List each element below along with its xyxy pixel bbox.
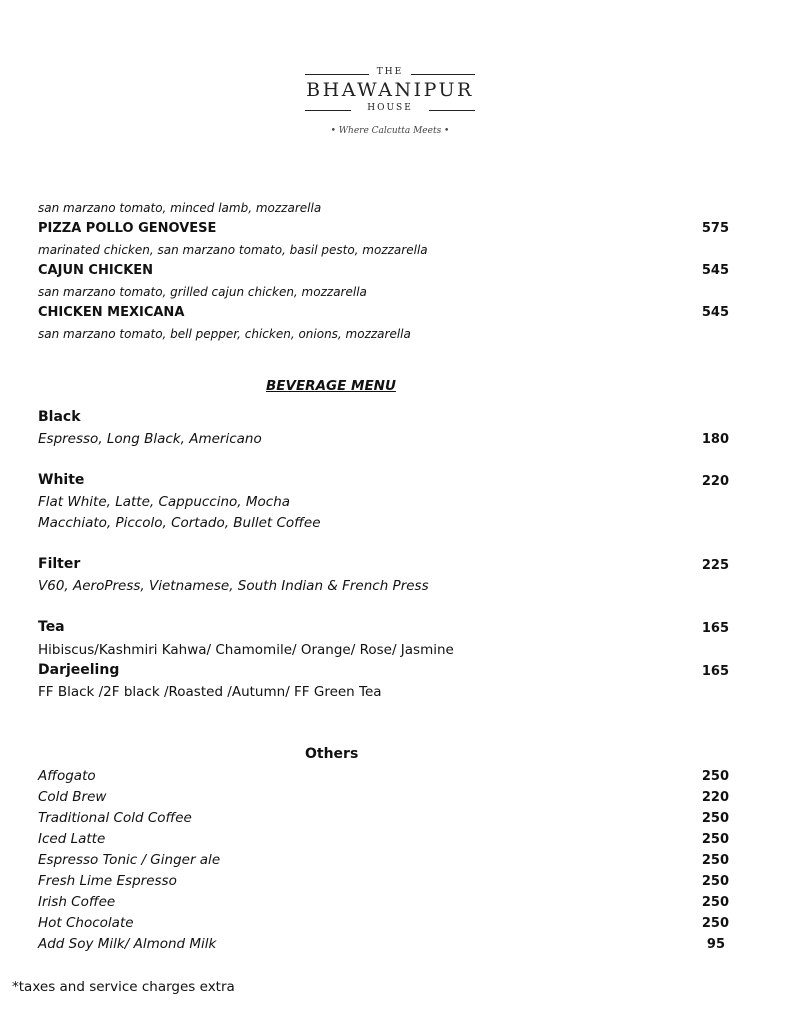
beverage-filter-description: V60, AeroPress, Vietnamese, South Indian & French Press bbox=[38, 578, 429, 594]
others-item-price: 250 bbox=[701, 916, 729, 931]
others-heading: Others bbox=[305, 746, 359, 762]
pizza-item-price: 575 bbox=[701, 221, 729, 236]
pizza-item-price: 545 bbox=[701, 263, 729, 278]
others-item-name: Traditional Cold Coffee bbox=[38, 810, 192, 826]
others-item-price: 250 bbox=[701, 874, 729, 889]
beverage-tea-description: Hibiscus/Kashmiri Kahwa/ Chamomile/ Orange/ Rose/ Jasmine bbox=[38, 642, 454, 658]
others-item-name: Irish Coffee bbox=[38, 894, 116, 910]
pizza-item-name: CHICKEN MEXICANA bbox=[38, 305, 185, 320]
beverage-black-description: Espresso, Long Black, Americano bbox=[38, 431, 262, 447]
pizza-item-description: san marzano tomato, bell pepper, chicken, onions, mozzarella bbox=[38, 327, 411, 341]
logo-tagline: • Where Calcutta Meets • bbox=[330, 126, 450, 136]
beverage-tea-price: 165 bbox=[701, 621, 729, 636]
beverage-category-filter: Filter bbox=[38, 556, 81, 572]
others-item-name: Iced Latte bbox=[38, 831, 106, 847]
others-item-price: 250 bbox=[701, 853, 729, 868]
footer-note: *taxes and service charges extra bbox=[12, 979, 235, 995]
others-item-name: Cold Brew bbox=[38, 789, 107, 805]
others-item-price: 220 bbox=[701, 790, 729, 805]
beverage-filter-price: 225 bbox=[701, 558, 729, 573]
beverage-white-price: 220 bbox=[701, 474, 729, 489]
beverage-white-description: Macchiato, Piccolo, Cortado, Bullet Coffee bbox=[38, 515, 321, 531]
pizza-lead-description: san marzano tomato, minced lamb, mozzarella bbox=[38, 201, 322, 215]
pizza-item-description: san marzano tomato, grilled cajun chicken, mozzarella bbox=[38, 285, 367, 299]
beverage-category-black: Black bbox=[38, 409, 81, 425]
others-item-price: 250 bbox=[701, 832, 729, 847]
others-item-name: Hot Chocolate bbox=[38, 915, 134, 931]
restaurant-logo bbox=[300, 66, 480, 144]
beverage-darjeeling-price: 165 bbox=[701, 664, 729, 679]
pizza-item-price: 545 bbox=[701, 305, 729, 320]
beverage-category-tea: Tea bbox=[38, 619, 65, 635]
others-item-name: Affogato bbox=[38, 768, 96, 784]
pizza-item-name: CAJUN CHICKEN bbox=[38, 263, 154, 278]
beverage-darjeeling-description: FF Black /2F black /Roasted /Autumn/ FF Green Tea bbox=[38, 684, 382, 700]
pizza-item-name: PIZZA POLLO GENOVESE bbox=[38, 221, 217, 236]
others-item-name: Add Soy Milk/ Almond Milk bbox=[38, 936, 217, 952]
others-item-name: Fresh Lime Espresso bbox=[38, 873, 177, 889]
pizza-item-description: marinated chicken, san marzano tomato, basil pesto, mozzarella bbox=[38, 243, 428, 257]
beverage-category-white: White bbox=[38, 472, 85, 488]
beverage-white-description: Flat White, Latte, Cappuccino, Mocha bbox=[38, 494, 291, 510]
logo-name: BHAWANIPUR bbox=[306, 79, 474, 101]
logo-house: HOUSE bbox=[367, 103, 413, 113]
others-item-price: 250 bbox=[701, 769, 729, 784]
beverage-category-darjeeling: Darjeeling bbox=[38, 662, 120, 678]
beverage-menu-heading: BEVERAGE MENU bbox=[266, 378, 396, 394]
beverage-black-price: 180 bbox=[701, 432, 729, 447]
logo-the: THE bbox=[376, 67, 404, 77]
others-item-price: 95 bbox=[706, 937, 725, 952]
others-item-price: 250 bbox=[701, 895, 729, 910]
others-item-name: Espresso Tonic / Ginger ale bbox=[38, 852, 221, 868]
others-item-price: 250 bbox=[701, 811, 729, 826]
